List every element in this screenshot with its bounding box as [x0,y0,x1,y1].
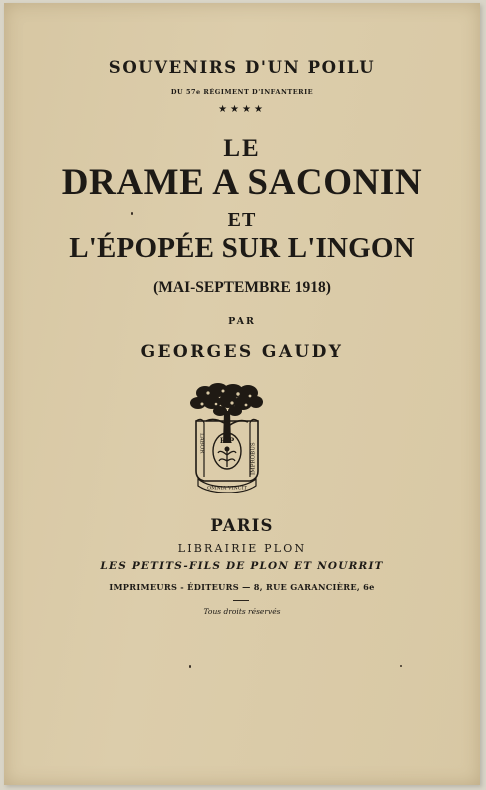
paper-speck [400,665,402,667]
emblem-initials: H·P [219,436,235,445]
publisher-successors: LES PETITS-FILS DE PLON ET NOURRIT [100,560,384,572]
title-line-2: DRAME A SACONIN [61,162,423,203]
volume-stars: ★★★★ [218,104,266,115]
title-page [4,3,480,785]
date-range: (MAI-SEPTEMBRE 1918) [153,279,331,296]
publisher-name: LIBRAIRIE PLON [177,542,307,555]
publisher-address: IMPRIMEURS - ÉDITEURS — 8, RUE GARANCIÈRE, 6e [109,582,375,592]
rights-notice: Tous droits réservés [203,607,281,616]
series-title: SOUVENIRS D'UN POILU [108,58,376,77]
emblem-motto-bottom: OMNIA VINCIT [207,485,247,492]
regiment-subtitle: DU 57e RÉGIMENT D'INFANTERIE [170,88,314,96]
paper-speck [189,665,191,668]
publisher-mark-tree-icon [188,383,266,493]
title-line-3: ET [227,209,257,231]
by-label: PAR [228,316,256,327]
paper-speck [131,212,133,215]
author-name: GEORGES GAUDY [140,342,344,362]
divider-rule [233,600,249,601]
emblem-motto-left: LABOR [198,433,205,454]
title-line-4: L'ÉPOPÉE SUR L'INGON [69,232,415,264]
emblem-motto-right: IMPROBUS [250,442,257,475]
title-line-1: LE [223,135,261,162]
imprint-city: PARIS [210,516,274,535]
